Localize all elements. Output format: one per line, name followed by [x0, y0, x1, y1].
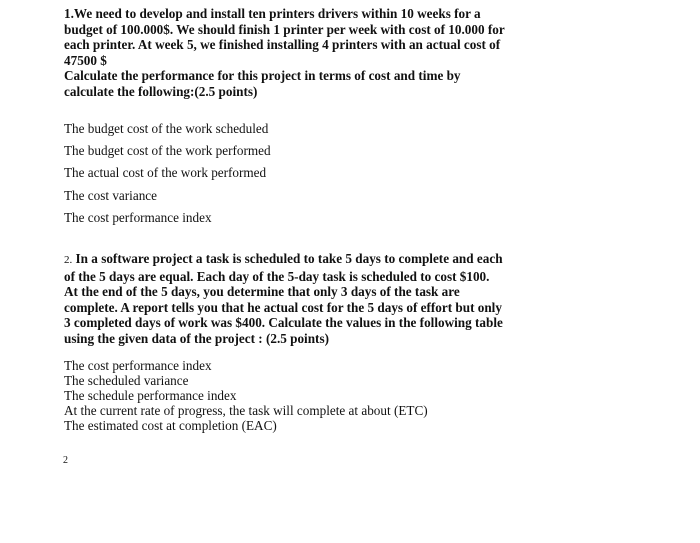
list-item: The schedule performance index [64, 388, 237, 403]
list-item: The estimated cost at completion (EAC) [64, 418, 277, 433]
question-2 [64, 251, 504, 346]
list-item: The actual cost of the work performed [64, 165, 267, 181]
question-2-number: 2. [64, 254, 73, 266]
list-item: The scheduled variance [64, 373, 189, 388]
list-item: The budget cost of the work scheduled [64, 121, 269, 136]
question-2-items [64, 358, 428, 433]
question-1 [64, 6, 509, 99]
list-item: The cost performance index [64, 358, 212, 373]
list-item: The cost variance [64, 187, 157, 203]
list-item: The cost performance index [64, 209, 212, 225]
question-2-text: In a software project a task is scheduled to take 5 days to complete and each of the 5 days are equal. Each day of the 5-day task is scheduled to cost $100. At the end of the 5 days, you determine that only 3 days of the task are complete. A report tells you that he actual cost for the 5 days of effort but only 3 completed days of work was $400. Calculate the values in the following table using the given data of the project : (2.5 points) [64, 251, 503, 346]
question-2-body [64, 251, 504, 346]
page-number: 2 [63, 455, 68, 466]
list-item: The budget cost of the work performed [64, 143, 271, 159]
list-item: At the current rate of progress, the task will complete at about (ETC) [64, 403, 428, 418]
question-1-items [64, 120, 271, 231]
question-1-instruction: Calculate the performance for this project in terms of cost and time by calculate the following:(2.5 points) [64, 68, 461, 99]
question-1-text: 1.We need to develop and install ten printers drivers within 10 weeks for a budget of 100.000$. We should finish 1 printer per week with cost of 10.000 for each printer. At week 5, we finished installing 4 printers with an actual cost of 47500 $ [64, 6, 505, 68]
